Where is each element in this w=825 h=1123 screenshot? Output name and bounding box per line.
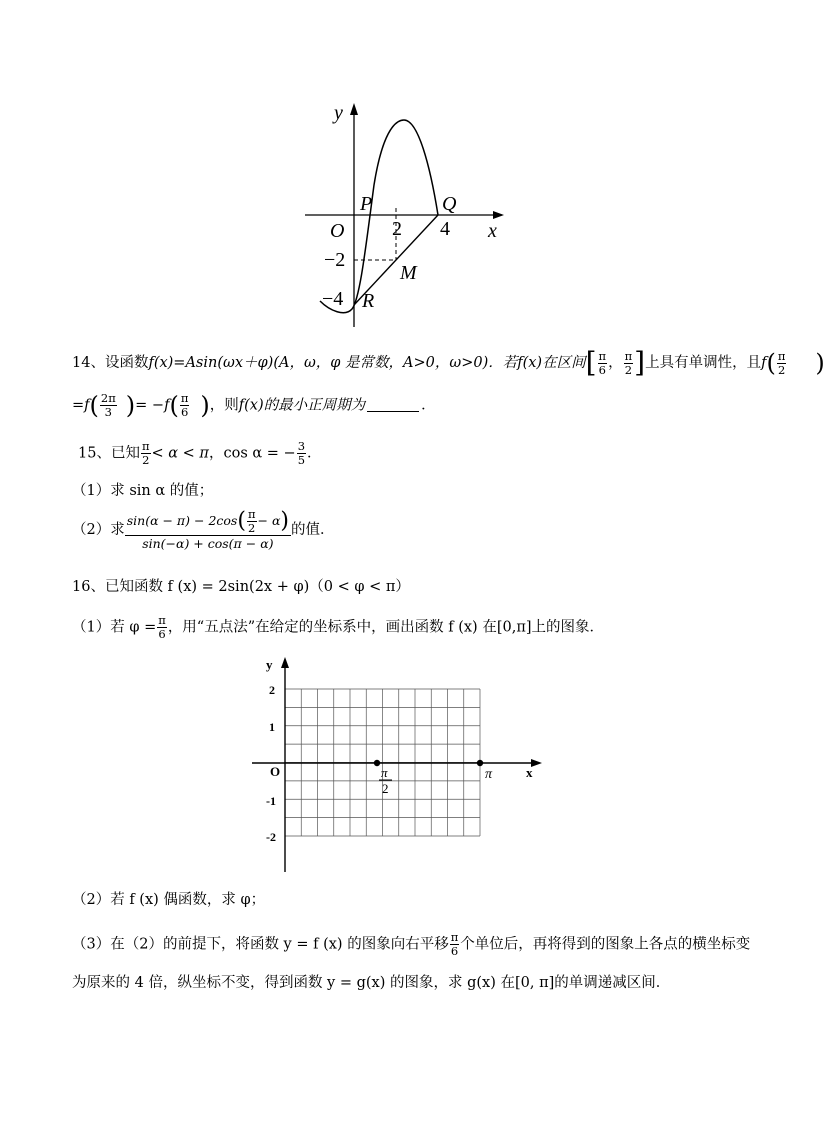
fig2-x-arrow-icon xyxy=(531,759,542,767)
fig1-tick-4: 4 xyxy=(440,218,450,240)
fig1-r-label: R xyxy=(362,290,375,312)
fig1-m-label: M xyxy=(400,262,417,284)
q16-part-3-line-2: 为原来的 4 倍，纵坐标不变，得到函数 y = g(x) 的图象，求 g(x) 在[0, π]的单调递减区间． xyxy=(72,975,671,991)
fig1-origin-label: O xyxy=(330,220,345,242)
q16-frac-pi-6b: $\frac{\pi}{6}$ xyxy=(450,930,459,958)
q16-part-2: （2）若 f (x) 偶函数，求 φ； xyxy=(72,892,266,908)
q14-frac-pi-2b: $\frac{\pi}{2}$ xyxy=(777,348,786,377)
q14-frac-pi-6b: $\frac{\pi}{6}$ xyxy=(180,391,189,419)
q15-line-1: 15、已知 $\frac{\pi}{2}$ < α < π，cos α = − $\frac{3}{5}$ ． xyxy=(78,439,322,467)
q16-part-3-line-1: （3）在（2）的前提下，将函数 y = f (x) 的图象向右平移 $\frac{\pi}{6}$ 个单位后，再将得到的图象上各点的横坐标变 xyxy=(72,930,751,958)
fig2-x-label: x xyxy=(526,765,533,780)
fig2-ytick-neg1: -1 xyxy=(266,794,276,808)
fig1-y-label: y xyxy=(334,102,343,124)
fig1-tick-2: 2 xyxy=(392,218,402,240)
q14-frac-2pi-3: $\frac{2\pi}{3}$ xyxy=(100,391,116,419)
q15-part-1: （1）求 sin α 的值； xyxy=(72,483,214,499)
fig1-x-label: x xyxy=(488,220,497,242)
fig1-q-label: Q xyxy=(442,193,457,215)
fig2-y-arrow-icon xyxy=(281,657,289,668)
q14-monotone-text: 上具有单调性，且 xyxy=(645,355,762,371)
fig1-p-label: P xyxy=(360,193,373,215)
figure-2-grid xyxy=(248,655,548,880)
fig2-ytick-neg2: -2 xyxy=(266,830,276,844)
fig2-y-label: y xyxy=(266,657,273,672)
fig2-ytick-1: 1 xyxy=(269,720,275,734)
fig2-ytick-2: 2 xyxy=(269,683,275,697)
q15-frac-pi-2: $\frac{\pi}{2}$ xyxy=(141,439,150,467)
fig1-sine-curve xyxy=(320,120,438,313)
q14-answer-blank[interactable] xyxy=(367,397,419,412)
q14-frac-pi-2: $\frac{\pi}{2}$ xyxy=(624,348,633,377)
q14-prefix: 14、设函数 xyxy=(72,355,149,371)
q14-line-1: 14、设函数f(x)=Asin(ωx＋φ)(A，ω，φ 是常数，A>0，ω>0)．若f(x)在区间[ $\frac{\pi}{6}$ ， $\frac{\pi}{2}$ ]上具有单调性，且f( $\frac{\pi}{2}$ ) xyxy=(72,346,825,379)
q15-part-2: （2）求 sin(α − π) − 2cos( $\frac{\pi}{2}$ − α) sin(−α) + cos(π − α) 的值． xyxy=(72,507,335,551)
fig2-half-pi-den: 2 xyxy=(382,781,389,796)
q15-frac-3-5: $\frac{3}{5}$ xyxy=(297,439,306,467)
fig2-pi-label: π xyxy=(485,767,493,782)
fig1-y-arrow-icon xyxy=(350,103,358,115)
fig1-tick-neg4: −4 xyxy=(322,288,344,310)
fig1-tick-neg2: −2 xyxy=(324,249,346,271)
q16-frac-pi-6: $\frac{\pi}{6}$ xyxy=(158,613,166,641)
q14-line-2: =f( $\frac{2\pi}{3}$ )= −f( $\frac{\pi}{6}$ )，则f(x)的最小正周期为 ． xyxy=(72,391,436,420)
q14-frac-pi-6: $\frac{\pi}{6}$ xyxy=(598,348,607,377)
figure-1-graph xyxy=(290,95,530,335)
fig2-half-pi-num: π xyxy=(381,765,388,780)
fig2-point-half-pi xyxy=(374,760,380,766)
q14-function-def: f(x)=Asin(ωx＋φ)(A，ω，φ 是常数，A>0，ω>0)．若 xyxy=(148,355,518,371)
q14-interval-intro: f(x)在区间 xyxy=(517,355,586,371)
q16-line-1: 16、已知函数 f (x) = 2sin(2x + φ)（0 < φ < π） xyxy=(72,579,410,595)
fig2-point-pi xyxy=(477,760,483,766)
fig2-origin-label: O xyxy=(270,764,281,779)
q16-part-1: （1）若 φ = $\frac{\pi}{6}$ ，用“五点法”在给定的坐标系中，画出函数 f (x) 在[0,π]上的图象． xyxy=(72,613,604,641)
fig1-x-arrow-icon xyxy=(493,211,504,219)
q15-big-fraction: sin(α − π) − 2cos( $\frac{\pi}{2}$ − α) sin(−α) + cos(π − α) xyxy=(126,507,289,551)
